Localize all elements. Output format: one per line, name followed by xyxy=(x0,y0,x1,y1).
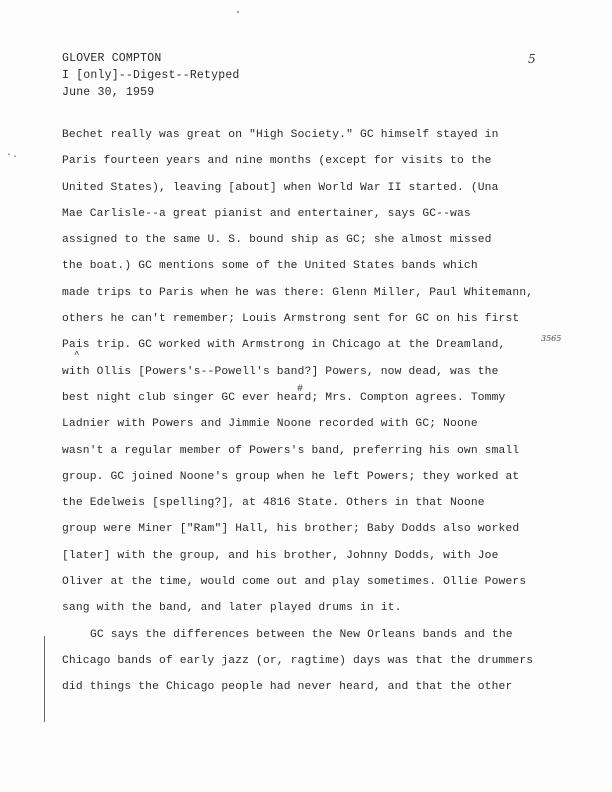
transcript-type: I [only]--Digest--Retyped xyxy=(62,69,240,82)
text-line: made trips to Paris when he was there: Glenn Miller, Paul Whitemann, xyxy=(62,286,534,299)
text-line: assigned to the same U. S. bound ship as GC; she almost missed xyxy=(62,234,492,247)
handwritten-insert-mark: # xyxy=(297,384,304,395)
text-line: United States), leaving [about] when World War II started. (Una xyxy=(62,181,499,194)
text-line: Bechet really was great on "High Society." GC himself stayed in xyxy=(62,129,499,141)
text-line: best night club singer GC ever heard; Mrs. Compton agrees. Tommy xyxy=(62,391,506,404)
text-line: the Edelweis [spelling?], at 4816 State. Others in that Noone xyxy=(62,497,485,510)
text-line: Mae Carlisle--a great pianist and entertainer, says GC--was xyxy=(62,207,471,220)
text-line: group. GC joined Noone's group when he left Powers; they worked at xyxy=(62,470,520,483)
margin-mark: ·. xyxy=(6,150,19,161)
text-line: the boat.) GC mentions some of the United States bands which xyxy=(62,260,478,273)
interviewee-name: GLOVER COMPTON xyxy=(62,52,162,65)
document-header xyxy=(62,50,240,101)
text-line: Pais trip. GC worked with Armstrong in Chicago at the Dreamland, xyxy=(62,339,506,352)
interview-date: June 30, 1959 xyxy=(62,86,155,99)
transcript-body xyxy=(62,122,562,701)
text-line: Ladnier with Powers and Jimmie Noone recorded with GC; Noone xyxy=(62,418,478,431)
text-line: wasn't a regular member of Powers's band, preferring his own small xyxy=(62,444,520,457)
text-line: sang with the band, and later played drums in it. xyxy=(62,602,402,615)
handwritten-caret: ^ xyxy=(74,350,80,360)
text-line: did things the Chicago people had never heard, and that the other xyxy=(62,681,513,694)
text-line: Paris fourteen years and nine months (except for visits to the xyxy=(62,155,492,168)
text-line: with Ollis [Powers's--Powell's band?] Powers, now dead, was the xyxy=(62,365,499,378)
text-line: others he can't remember; Louis Armstrong sent for GC on his first xyxy=(62,313,520,326)
page-number: 5 xyxy=(528,52,536,66)
text-line: [later] with the group, and his brother, Johnny Dodds, with Joe xyxy=(62,549,499,562)
text-line: group were Miner ["Ram"] Hall, his brother; Baby Dodds also worked xyxy=(62,523,520,536)
text-line: Oliver at the time, would come out and play sometimes. Ollie Powers xyxy=(62,576,527,589)
text-line: GC says the differences between the New Orleans bands and the xyxy=(90,628,513,641)
margin-bracket xyxy=(44,636,46,722)
handwritten-side-note: 3565 xyxy=(541,334,562,343)
scan-speck xyxy=(237,11,239,13)
text-line: Chicago bands of early jazz (or, ragtime) days was that the drummers xyxy=(62,654,534,667)
